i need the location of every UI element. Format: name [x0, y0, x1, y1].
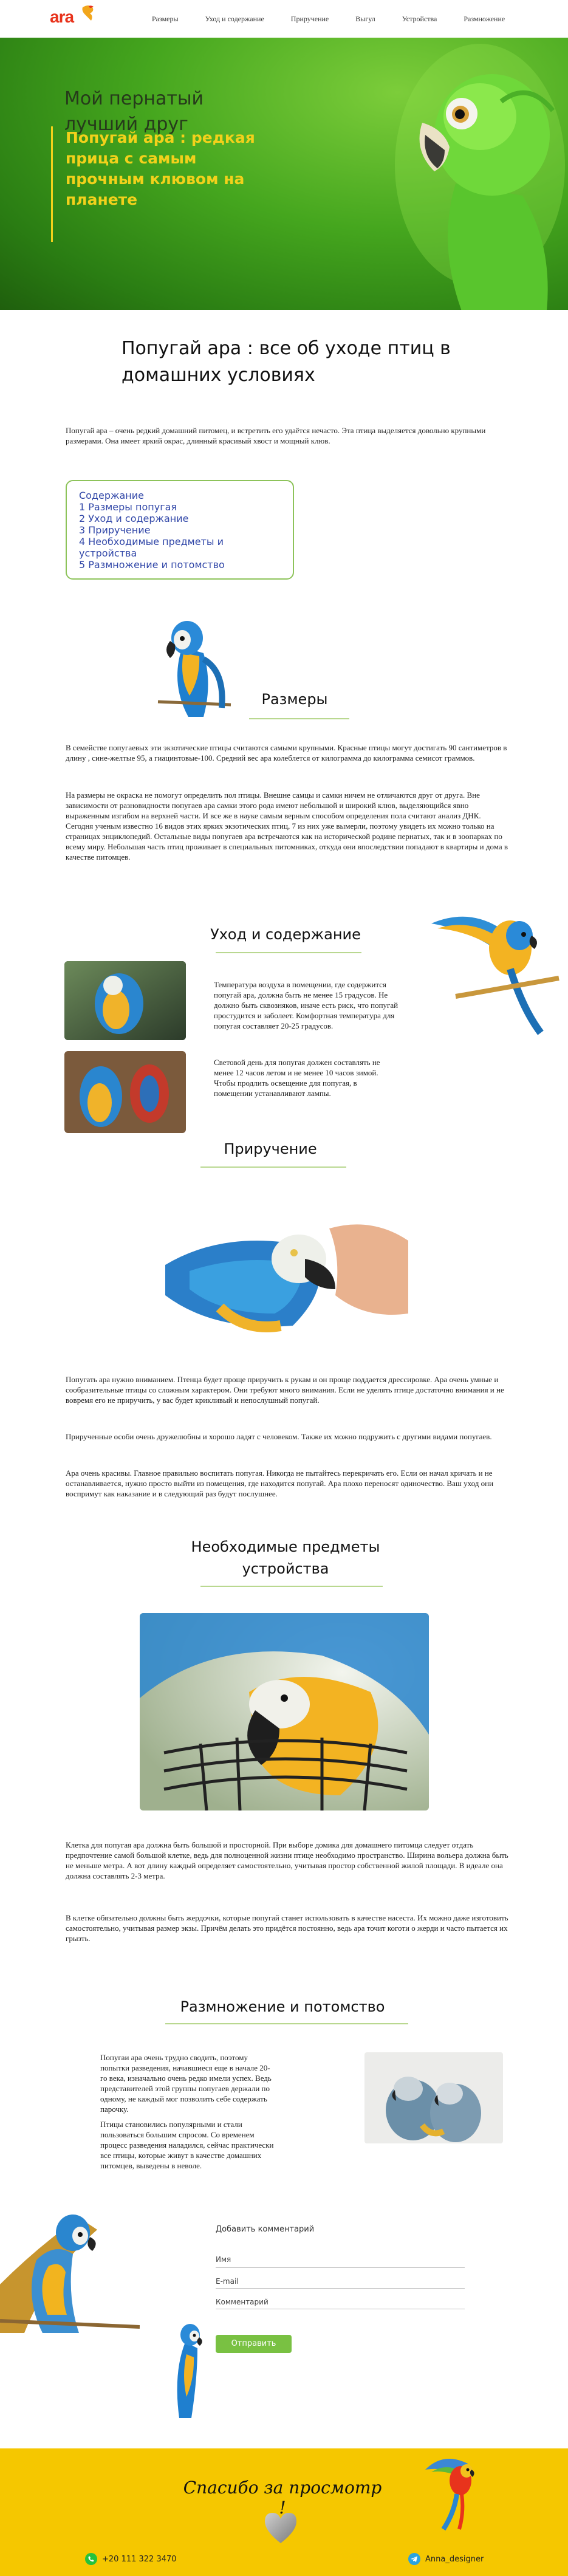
- nav-taming[interactable]: Приручение: [290, 15, 329, 23]
- care-paragraph-2: Световой день для попугая должен составлять не менее 12 часов летом и не менее 10 часов зимой. Чтобы продлить освещение для попугая, в помещении устанавливают лампы.: [214, 1058, 380, 1098]
- table-of-contents: [66, 480, 294, 580]
- section-title-devices: Необходимые предметы устройства: [191, 1538, 380, 1577]
- thanks-heading: Спасибо за просмотр !: [183, 2478, 382, 2518]
- section-divider: [200, 1586, 383, 1587]
- standing-macaw-image: [161, 2318, 216, 2418]
- heart-icon: [262, 2510, 299, 2544]
- toc-link-devices[interactable]: 4 Необходимые предметы и устройства: [79, 536, 224, 559]
- section-title-breeding: Размножение и потомство: [180, 1998, 385, 2015]
- green-parrot-image: [389, 44, 568, 310]
- section-title-care: Уход и содержание: [210, 926, 361, 943]
- name-field-label: Имя: [216, 2255, 231, 2264]
- main-nav: [152, 15, 532, 24]
- sizes-paragraph-2: На размеры не окраска не помогут определить пол птицы. Внешне самцы и самки ничем не отличаются друг от друга. Вне зависимости от разновидности попугаев ара самки этого рода имеют небольшой и широкий клюв, выделяющийся явно выраженным изгибом на верхней части. И все же в науке самым верным способом определения пола считают анализ ДНК. Сегодня ученым известно 16 видов этих ярких экзотических птиц, 7 из них уже вымерли, поэтому увидеть их можно только на страницах энциклопедий. Остальные виды попугаев ара встречаются как на исторической родине пернатых, так и в зоопарках по всему миру. Небольшая часть птиц проживает в специальных питомниках, откуда они впоследствии попадают в квартиры и дома в качестве питомцев.: [66, 790, 508, 862]
- devices-paragraph-1: Клетка для попугая ара должна быть большой и просторной. При выборе домика для домашнего питомца следует отдать предпочтение самой большой клетке, ведь для полноценной жизни птице необходимо пространство. Ширина вольера должна быть не меньше метра. А вот длину каждый определяет самостоятельно, учитывая простор собственной жилой площади. В идеале она должна составлять 2-3 метра.: [66, 1840, 508, 1880]
- section-divider: [165, 2023, 408, 2024]
- sizes-paragraph-1: В семействе попугаевых эти экзотические птицы считаются самыми крупными. Красные птицы могут достигать 90 сантиметров в длину , сине-желтые 95, а гиацинтовые-100. Средний вес ара колеблется от килограмма до килограмма семисот граммов.: [66, 743, 507, 762]
- nav-sizes[interactable]: Размеры: [152, 15, 179, 23]
- site-header: [0, 0, 568, 38]
- comment-form-title: Добавить комментарий: [216, 2225, 315, 2234]
- taming-paragraph-3: Ара очень красивы. Главное правильно воспитать попугая. Никогда не пытайтесь перекричать его. Если он начал кричать и не останавливается, нужно просто выйти из помещения, где находится попугай. Ара плохо переносят одиночество. Ваш уход они воспримут как наказание и в следующий раз будут послушнее.: [66, 1468, 494, 1498]
- submit-comment-button[interactable]: Отправить: [216, 2335, 292, 2353]
- toc-link-care[interactable]: 2 Уход и содержание: [79, 513, 189, 524]
- telegram-username: Anna_designer: [425, 2554, 484, 2564]
- section-title-taming: Приручение: [224, 1140, 317, 1157]
- article-intro: Попугай ара – очень редкий домашний питомец, и встретить его удаётся нечасто. Эта птица выделяется довольно крупными размерами. Она имеет яркий окрас, длинный красивый хвост и мощный клюв.: [66, 426, 486, 445]
- hero-accent-line: [51, 126, 53, 242]
- whatsapp-icon: [85, 2553, 97, 2565]
- blue-yellow-macaw-image: [146, 605, 243, 720]
- name-input[interactable]: [216, 2267, 465, 2268]
- email-input[interactable]: [216, 2288, 465, 2289]
- macaw-chicks-photo: [364, 2052, 503, 2143]
- hero-title: Мой пернатый лучший друг: [64, 88, 204, 135]
- toc-link-taming[interactable]: 3 Приручение: [79, 524, 151, 536]
- nav-care[interactable]: Уход и содержание: [205, 15, 264, 23]
- breeding-paragraph-1: Попугаи ара очень трудно сводить, поэтому попытки разведения, начавшиеся еще в начале 20-го века, изначально очень редко имели успех. Ведь представителей этой группы попугаев держали по одному, не каждый мог позволить себе содержать парочку.: [100, 2053, 272, 2114]
- article-title: Попугай ара : все об уходе птиц в домашних условиях: [121, 338, 451, 386]
- macaw-photo-cage: [64, 961, 186, 1040]
- section-divider: [249, 718, 349, 719]
- taming-paragraph-1: Попугать ара нужно вниманием. Птенца будет проще приручить к рукам и он проще поддается дрессировке. Ара очень умные и сообразительные птицы со сложным характером. Они требуют много внимания. Если не уделять птице достаточно внимания и не вовремя его не приручить, у вас будет крикливый и непослушный попугай.: [66, 1375, 504, 1405]
- macaw-cage-photo: [140, 1613, 429, 1810]
- breeding-paragraph-2: Птицы становились популярными и стали пользоваться большим спросом. Со временем процесс разведения наладился, сейчас практически все птицы, которые живут в качестве домашних питомцев, выведены в неволе.: [100, 2120, 274, 2170]
- footer-phone[interactable]: [85, 2553, 177, 2565]
- email-field-label: E-mail: [216, 2277, 239, 2286]
- phone-number: +20 111 322 3470: [102, 2554, 177, 2564]
- telegram-icon: [408, 2553, 420, 2565]
- section-divider: [200, 1166, 346, 1168]
- macaws-photo-perch: [64, 1051, 186, 1133]
- hero-banner: [0, 38, 568, 310]
- toc-link-sizes[interactable]: 1 Размеры попугая: [79, 501, 177, 513]
- logo-bird-icon: [80, 4, 96, 22]
- flying-macaw-footer-image: [419, 2451, 486, 2530]
- nav-devices[interactable]: Устройства: [402, 15, 437, 23]
- taming-paragraph-2: Прирученные особи очень дружелюбны и хорошо ладят с человеком. Также их можно подружить с другими видами попугаев.: [66, 1432, 492, 1441]
- comment-field-label: Комментарий: [216, 2298, 269, 2306]
- perched-macaw-image: [0, 2181, 140, 2333]
- care-paragraph-1: Температура воздуха в помещении, где содержится попугай ара, должна быть не менее 15 градусов. Не должно быть сквозняков, иначе есть риск, что попугай простудится и заболеет. Комфортная температура для попугая составляет 20-25 градусов.: [214, 980, 399, 1030]
- flying-macaw-image: [419, 893, 565, 1039]
- devices-paragraph-2: В клетке обязательно должны быть жердочки, которые попугай станет использовать в качестве насеста. Их можно даже изготовить самостоятельно, учитывая размер экзы. Причём делать это придётся постоянно, ведь ара точит коготи о жерди и часто пытается их грызть.: [66, 1913, 508, 1943]
- site-logo[interactable]: ara: [50, 7, 74, 26]
- nav-walk[interactable]: Выгул: [355, 15, 375, 23]
- section-divider: [216, 952, 361, 953]
- hero-subtitle: Попугай ара : редкая прица с самым прочным клювом на планете: [66, 129, 255, 208]
- nav-breeding[interactable]: Размножение: [464, 15, 505, 23]
- toc-link-breeding[interactable]: 5 Размножение и потомство: [79, 559, 225, 570]
- macaw-hand-photo: [153, 1192, 420, 1338]
- section-title-sizes: Размеры: [261, 691, 328, 708]
- footer-telegram[interactable]: [408, 2553, 484, 2565]
- toc-title: Содержание: [79, 490, 144, 501]
